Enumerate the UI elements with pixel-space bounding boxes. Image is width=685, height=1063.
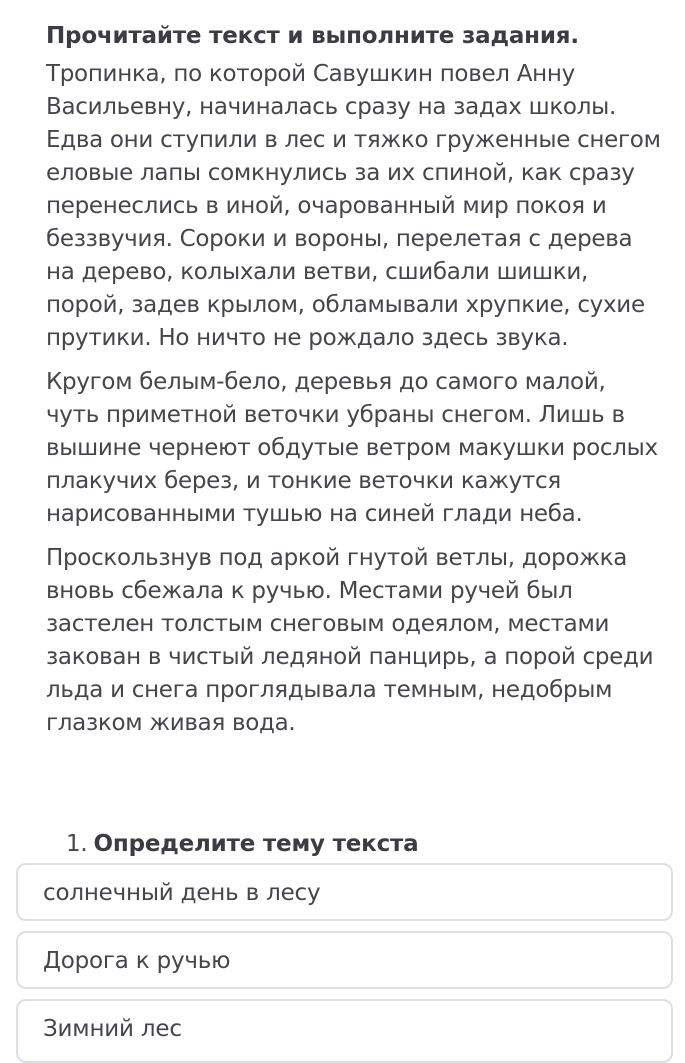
paragraph-3: Проскользнув под аркой гнутой ветлы, дорожка вновь сбежала к ручью. Местами ручей был застелен толстым снеговым одеялом, местами закован в чистый ледяной панцирь, а порой среди льда и снега проглядывала темным, недобрым глазком живая вода. [46,545,654,736]
task-title: Прочитайте текст и выполните задания. [46,23,579,49]
question-prompt [66,828,418,861]
answer-option-label: солнечный день в лесу [43,880,321,906]
question-text: Определите тему текста [93,831,419,857]
reading-passage [46,20,661,751]
answer-option-3[interactable] [16,999,673,1063]
paragraph-1: Тропинка, по которой Савушкин повел Анну Васильевну, начиналась сразу на задах школы. Едва они ступили в лес и тяжко груженные снегом еловые лапы сомкнулись за их спиной, как сразу перенеслись в иной, очарованный мир покоя и беззвучия. Сороки и вороны, перелетая с дерева на дерево, колыхали ветви, сшибали шишки, порой, задев крылом, обламывали хрупкие, сухие прутики. Но ничто не рождало здесь звука. [46,61,661,351]
question-number: 1. [66,831,88,857]
answer-option-1[interactable] [16,863,673,921]
paragraph-2: Кругом белым-бело, деревья до самого малой, чуть приметной веточки убраны снегом. Лишь в вышине чернеют обдутые ветром макушки рослых плакучих берез, и тонкие веточки кажутся нарисованными тушью на синей глади неба. [46,369,658,527]
answer-option-label: Дорога к ручью [43,948,231,974]
answer-option-2[interactable] [16,931,673,989]
answer-option-label: Зимний лес [43,1016,182,1042]
